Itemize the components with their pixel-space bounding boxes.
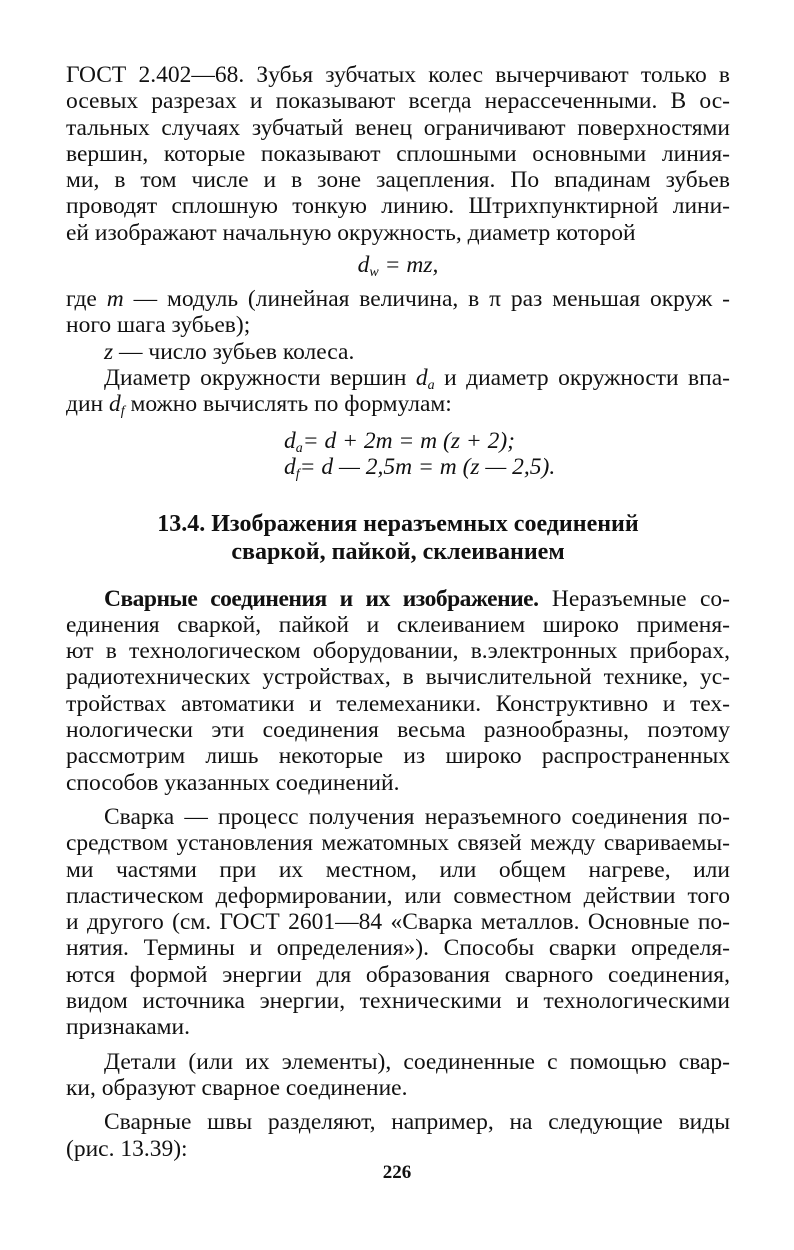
- paragraph-welding-definition: [66, 804, 730, 1041]
- paragraph-welded-parts: [66, 1049, 730, 1102]
- text-line: Сварные швы разделяют, например, на следующие виды: [104, 1109, 730, 1136]
- text-line: [66, 365, 730, 391]
- text-line: ки, образуют сварное соединение.: [66, 1074, 408, 1101]
- runin-heading: Сварные соединения и их изображение.: [104, 585, 539, 612]
- text-line: ми частями при их местном, или общем нагреве, или: [66, 856, 730, 883]
- heading-line: сваркой, пайкой, склеиванием: [231, 538, 565, 565]
- formula-rhs: = mz,: [378, 252, 439, 279]
- text-line: проводят сплошную тонкую линию. Штрихпунктирной лини-: [66, 193, 730, 220]
- formula-subscript: a: [295, 440, 303, 456]
- text-line: нологически эти соединения весьма разнообразны, поэтому: [66, 717, 730, 744]
- text-fragment: — модуль (линейная величина, в π раз меньшая окруж -: [123, 286, 730, 313]
- paragraph-diameters: [66, 365, 730, 418]
- formula-subscript: f: [120, 404, 125, 420]
- text-line: ей изображают начальную окружность, диаметр которой: [66, 219, 636, 246]
- paragraph-gear-drawing: [66, 62, 730, 246]
- paragraph-weld-types: [66, 1109, 730, 1162]
- text-line: Детали (или их элементы), соединенные с помощью свар-: [104, 1048, 730, 1075]
- formula-line: $d_f= d$ — 2,5m = m (z — 2,5).: [284, 453, 556, 482]
- text-line: Сварка — процесс получения неразъемного соединения по-: [104, 803, 730, 830]
- formula-subscript: f: [295, 466, 300, 482]
- text-line: вершин, которые показывают сплошными основными линия-: [66, 140, 730, 167]
- text-line: ют в технологическом оборудовании, в.электронных приборах,: [66, 638, 730, 665]
- page-number: 226: [382, 1162, 412, 1183]
- text-line: видом источника энергии, техническими и технологическими: [66, 988, 730, 1015]
- text-line: ются формой энергии для образования сварного соединения,: [66, 961, 730, 988]
- text-fragment: — число зубьев колеса.: [113, 338, 355, 365]
- text-fragment: и диаметр окружности впа-: [434, 364, 730, 391]
- formula-symbol: d: [357, 252, 370, 279]
- text-line: осевых разрезах и показывают всегда нерассеченными. В ос-: [66, 88, 730, 115]
- text-line: тройствах автоматики и телемеханики. Конструктивно и тех-: [66, 690, 730, 717]
- page-body: [66, 62, 730, 1162]
- formula-rhs: = d + 2m = m (z + 2);: [302, 427, 515, 454]
- paragraph-welded-joints: [66, 586, 730, 796]
- text-line: рассмотрим лишь некоторые из широко распространенных: [66, 743, 730, 770]
- text-line: способов указанных соединений.: [66, 769, 400, 796]
- heading-line: 13.4. Изображения неразъемных соединений: [157, 510, 639, 537]
- text-line: радиотехнических устройствах, в вычислительной технике, ус-: [66, 664, 730, 691]
- text-line: (рис. 13.39):: [66, 1135, 188, 1162]
- formula-line: $d_a= d + 2m = m$ (z + 2);: [284, 427, 515, 456]
- text-line: признаками.: [66, 1014, 191, 1041]
- formula-rhs: = d — 2,5m = m (z — 2,5).: [299, 453, 556, 480]
- formula-pitch-diameter: [66, 250, 730, 280]
- text-line: тальных случаях зубчатый венец ограничивают поверхностями: [66, 114, 730, 141]
- text-line: единения сваркой, пайкой и склеиванием широко применя-: [66, 611, 730, 638]
- text-line: средством установления межатомных связей между свариваемы-: [66, 830, 730, 857]
- variable: m: [106, 286, 124, 313]
- text-line: и другого (см. ГОСТ 2601—84 «Сварка металлов. Основные по-: [66, 909, 730, 936]
- definition-z: [66, 339, 730, 365]
- formula-subscript: a: [427, 377, 435, 393]
- variable: d: [108, 391, 121, 418]
- text-line: нятия. Термины и определения»). Способы сварки определя-: [66, 935, 730, 962]
- text-line: пластическом деформировании, или совместном действии того: [66, 882, 730, 909]
- formula-subscript: w: [369, 265, 379, 281]
- section-heading: [66, 510, 730, 566]
- text-line: [66, 286, 730, 312]
- variable: d: [415, 364, 428, 391]
- formula-tip-root-diameters: [284, 428, 730, 480]
- text-line: [66, 391, 730, 420]
- definition-m: [66, 286, 730, 339]
- text-fragment: Неразъемные со-: [538, 585, 730, 612]
- text-line: ГОСТ 2.402—68. Зубья зубчатых колес вычерчивают только в: [66, 62, 730, 88]
- text-fragment: дин: [66, 391, 109, 418]
- text-fragment: Диаметр окружности вершин: [104, 364, 416, 391]
- text-fragment: можно вычислять по формулам:: [124, 391, 452, 418]
- variable: z: [104, 338, 114, 365]
- text-line: ного шага зубьев);: [66, 312, 251, 339]
- text-line: [66, 586, 730, 612]
- text-fragment: где: [66, 286, 107, 313]
- text-line: ми, в том числе и в зоне зацепления. По впадинам зубьев: [66, 167, 730, 194]
